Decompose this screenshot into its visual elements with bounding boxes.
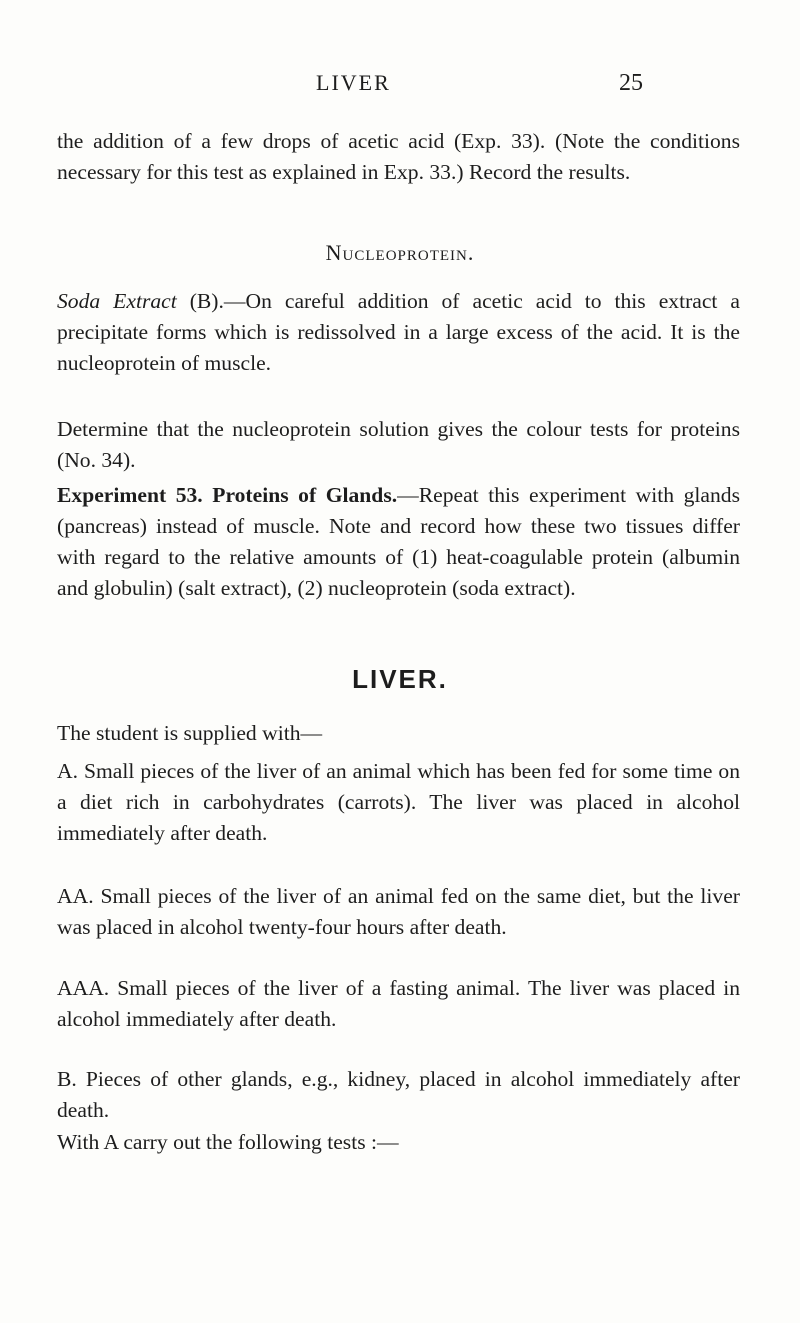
paragraph-item-aa: AA. Small pieces of the liver of an animal fed on the same diet, but the liver was placed in alcohol twenty-four hours after death. [57, 884, 740, 939]
heading-liver: LIVER. [352, 664, 448, 694]
paragraph-item-aaa: AAA. Small pieces of the liver of a fasting animal. The liver was placed in alcohol immediately after death. [57, 976, 740, 1031]
paragraph-experiment-53 [57, 480, 740, 604]
soda-extract-label: Soda Extract [57, 289, 177, 313]
heading-nucleoprotein: Nucleoprotein. [325, 240, 475, 265]
paragraph-following-tests: With A carry out the following tests :— [57, 1130, 399, 1154]
experiment-53-title: Experiment 53. Proteins of Glands. [57, 483, 398, 507]
running-head [0, 70, 800, 104]
running-title: LIVER [316, 70, 391, 95]
paragraph-acetic-acid-test: the addition of a few drops of acetic acid (Exp. 33). (Note the conditions necessary for this test as explained in Exp. 33.) Record the results. [57, 129, 740, 184]
experiment-53-text: —Repeat this experiment with glands (pancreas) instead of muscle. Note and record how these two tissues differ with regard to the relative amounts of (1) heat-coagulable protein (albumin and globulin) (salt extract), (2) nucleoprotein (soda extract). [57, 483, 740, 600]
paragraph-item-b: B. Pieces of other glands, e.g., kidney, placed in alcohol immediately after death. [57, 1067, 740, 1122]
paragraph-colour-tests: Determine that the nucleoprotein solution gives the colour tests for proteins (No. 34). [57, 417, 740, 472]
soda-extract-text: (B).—On careful addition of acetic acid to this extract a precipitate forms which is redissolved in a large excess of the acid. It is the nucleoprotein of muscle. [57, 289, 740, 375]
page-number: 25 [619, 70, 643, 96]
paragraph-item-a: A. Small pieces of the liver of an animal which has been fed for some time on a diet rich in carbohydrates (carrots). The liver was placed in alcohol immediately after death. [57, 759, 740, 845]
paragraph-student-supplied: The student is supplied with— [57, 721, 323, 745]
paragraph-soda-extract [57, 286, 740, 379]
